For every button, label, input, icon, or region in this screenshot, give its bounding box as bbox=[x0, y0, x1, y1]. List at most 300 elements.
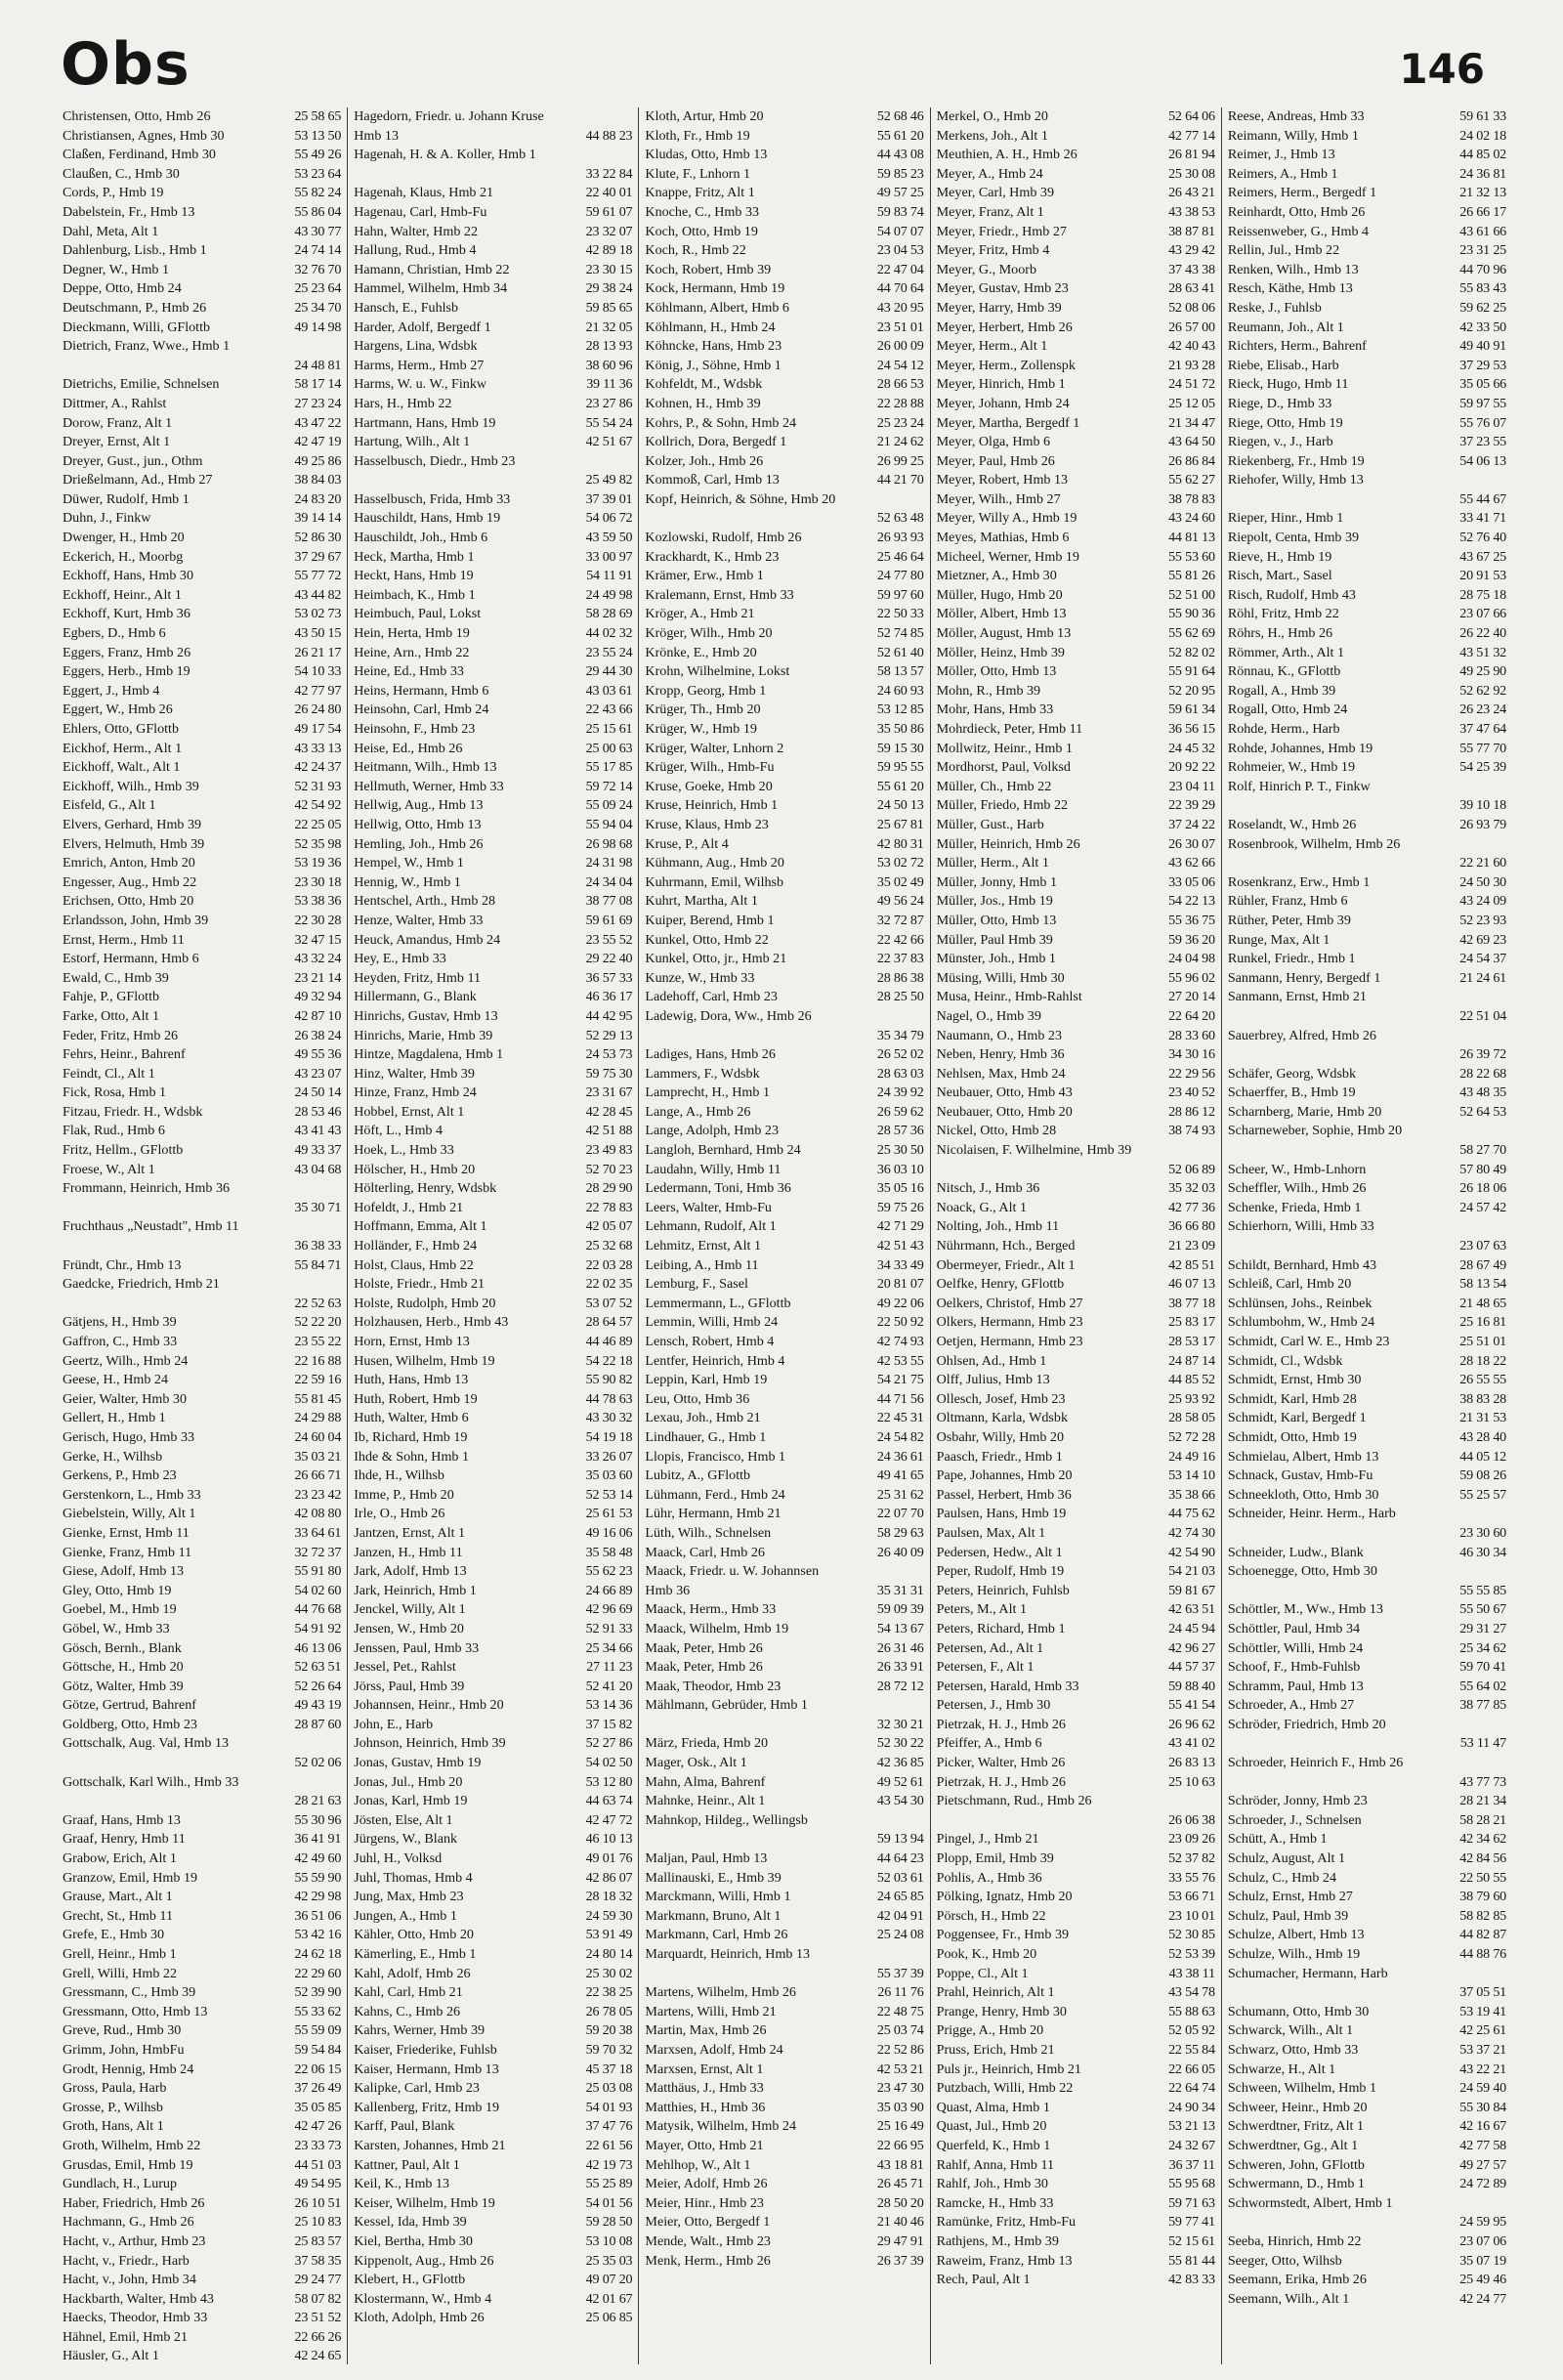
entry-phone: 44 88 76 bbox=[1459, 1946, 1507, 1962]
entry-name: Schmidt, Carl W. E., Hmb 23 bbox=[1227, 1334, 1390, 1349]
directory-entry bbox=[354, 816, 632, 835]
entry-phone: 59 95 55 bbox=[876, 759, 924, 776]
entry-name: Eckhoff, Heinr., Alt 1 bbox=[63, 586, 182, 603]
entry-name: Elvers, Helmuth, Hmb 39 bbox=[63, 835, 205, 852]
directory-entry bbox=[63, 1141, 341, 1161]
entry-name: Plopp, Emil, Hmb 39 bbox=[936, 1850, 1054, 1867]
directory-entry bbox=[645, 2137, 923, 2156]
entry-name: Kollrich, Dora, Bergedf 1 bbox=[645, 434, 787, 450]
entry-name: Maljan, Paul, Hmb 13 bbox=[645, 1850, 768, 1867]
directory-entry bbox=[1228, 1505, 1506, 1524]
directory-entry bbox=[645, 471, 923, 490]
directory-entry bbox=[354, 796, 632, 816]
directory-entry bbox=[1228, 452, 1506, 472]
entry-phone: 55 55 85 bbox=[1459, 1582, 1507, 1598]
entry-name: Goldberg, Otto, Hmb 23 bbox=[63, 1716, 197, 1732]
entry-name: Markmann, Bruno, Alt 1 bbox=[645, 1907, 782, 1924]
directory-entry bbox=[937, 471, 1215, 490]
entry-name: Farke, Otto, Alt 1 bbox=[63, 1007, 160, 1024]
directory-entry bbox=[1228, 1696, 1506, 1716]
entry-name: Pedersen, Hedw., Alt 1 bbox=[936, 1544, 1063, 1560]
entry-name: Meyer, Friedr., Hmb 27 bbox=[936, 223, 1067, 239]
directory-entry bbox=[1228, 2213, 1506, 2232]
entry-name: Matthies, H., Hmb 36 bbox=[645, 2099, 766, 2115]
entry-phone: 22 64 20 bbox=[1168, 1007, 1215, 1024]
directory-entry bbox=[63, 1313, 341, 1333]
entry-phone: 23 30 60 bbox=[1459, 1524, 1507, 1541]
directory-entry bbox=[1228, 2194, 1506, 2214]
entry-name: Harms, W. u. W., Finkw bbox=[354, 376, 487, 393]
directory-entry bbox=[937, 1409, 1215, 1428]
entry-phone: 52 02 06 bbox=[294, 1755, 342, 1771]
entry-name: Dreyer, Ernst, Alt 1 bbox=[63, 434, 171, 450]
entry-name: Hammel, Wilhelm, Hmb 34 bbox=[354, 280, 508, 297]
entry-phone: 43 44 82 bbox=[294, 586, 342, 603]
entry-name: Schroeder, Heinrich F., Hmb 26 bbox=[1227, 1755, 1404, 1771]
entry-phone: 25 23 64 bbox=[294, 280, 342, 297]
directory-entry bbox=[645, 1313, 923, 1333]
directory-entry bbox=[1228, 816, 1506, 835]
directory-entry bbox=[63, 1275, 341, 1295]
directory-entry bbox=[645, 375, 923, 395]
entry-phone: 55 64 02 bbox=[1459, 1678, 1507, 1694]
entry-phone: 22 25 05 bbox=[294, 816, 342, 832]
directory-entry bbox=[645, 1754, 923, 1773]
entry-phone: 25 49 82 bbox=[585, 472, 633, 489]
entry-name: Gaffron, C., Hmb 33 bbox=[63, 1334, 178, 1349]
directory-entry bbox=[63, 107, 341, 127]
directory-entry bbox=[645, 2061, 923, 2080]
entry-name: Jonas, Jul., Hmb 20 bbox=[354, 1773, 463, 1790]
directory-entry bbox=[645, 1678, 923, 1697]
entry-phone: 58 28 69 bbox=[585, 606, 633, 622]
entry-phone: 49 32 94 bbox=[294, 989, 342, 1005]
entry-phone: 21 32 13 bbox=[1459, 185, 1507, 201]
entry-name: Düwer, Rudolf, Hmb 1 bbox=[63, 490, 190, 507]
entry-phone: 26 45 71 bbox=[876, 2176, 924, 2192]
entry-name: Lange, A., Hmb 26 bbox=[645, 1103, 751, 1120]
directory-entry bbox=[1228, 1371, 1506, 1390]
entry-phone: 26 93 93 bbox=[876, 530, 924, 546]
entry-phone: 55 81 45 bbox=[294, 1390, 342, 1407]
directory-entry bbox=[1228, 988, 1506, 1007]
directory-entry bbox=[645, 1045, 923, 1065]
entry-phone: 36 03 10 bbox=[876, 1161, 924, 1177]
entry-name: Pruss, Erich, Hmb 21 bbox=[936, 2041, 1055, 2058]
directory-entry bbox=[645, 740, 923, 759]
entry-phone: 23 40 52 bbox=[1168, 1084, 1215, 1101]
entry-phone: 27 11 23 bbox=[586, 1659, 633, 1676]
entry-phone: 52 86 30 bbox=[294, 530, 342, 546]
entry-name: Scharneweber, Sophie, Hmb 20 bbox=[1227, 1123, 1403, 1139]
directory-entry bbox=[937, 1811, 1215, 1831]
entry-phone: 28 25 50 bbox=[876, 989, 924, 1005]
directory-entry bbox=[1228, 1965, 1506, 1984]
directory-entry bbox=[1228, 299, 1506, 319]
entry-phone: 22 07 70 bbox=[876, 1506, 924, 1522]
directory-entry bbox=[937, 931, 1215, 951]
entry-name: Schöttler, Paul, Hmb 34 bbox=[1227, 1620, 1361, 1636]
directory-entry bbox=[937, 605, 1215, 624]
entry-name: Göbel, W., Hmb 33 bbox=[63, 1620, 170, 1636]
entry-name: Kock, Hermann, Hmb 19 bbox=[645, 280, 785, 297]
entry-name: Heyden, Fritz, Hmb 11 bbox=[354, 969, 482, 986]
entry-name: Müller, Jos., Hmb 19 bbox=[936, 893, 1053, 910]
entry-name: Rieper, Hinr., Hmb 1 bbox=[1227, 510, 1344, 527]
directory-entry bbox=[1228, 854, 1506, 873]
entry-name: Götze, Gertrud, Bahrenf bbox=[63, 1697, 196, 1714]
directory-entry bbox=[354, 2003, 632, 2022]
entry-phone: 21 48 65 bbox=[1459, 1295, 1507, 1311]
directory-entry bbox=[645, 1888, 923, 1907]
directory-entry bbox=[645, 1620, 923, 1639]
directory-entry bbox=[1228, 720, 1506, 740]
entry-name: Hasselbusch, Frida, Hmb 33 bbox=[354, 490, 511, 507]
directory-entry bbox=[63, 1792, 341, 1811]
entry-name: Leers, Walter, Hmb-Fu bbox=[645, 1199, 772, 1215]
entry-name: Horn, Ernst, Hmb 13 bbox=[354, 1334, 470, 1349]
entry-phone: 49 25 90 bbox=[1459, 663, 1507, 680]
entry-name: Kralemann, Ernst, Hmb 33 bbox=[645, 586, 794, 603]
entry-phone: 22 06 15 bbox=[294, 2061, 342, 2077]
entry-name: Kuhrmann, Emil, Wilhsb bbox=[645, 873, 784, 890]
entry-phone: 23 10 01 bbox=[1168, 1907, 1215, 1924]
entry-name: Hauschildt, Hans, Hmb 19 bbox=[354, 510, 501, 527]
directory-entry bbox=[1228, 892, 1506, 912]
directory-entry bbox=[354, 1103, 632, 1123]
entry-phone: 24 50 13 bbox=[876, 797, 924, 814]
directory-entry bbox=[937, 1333, 1215, 1352]
entry-name: Kohfeldt, M., Wdsbk bbox=[645, 376, 763, 393]
entry-phone: 24 36 61 bbox=[876, 1448, 924, 1465]
directory-entry bbox=[354, 567, 632, 586]
entry-name: Olff, Julius, Hmb 13 bbox=[936, 1372, 1050, 1388]
entry-phone: 44 82 87 bbox=[1459, 1927, 1507, 1943]
directory-entry bbox=[645, 223, 923, 242]
entry-phone: 38 87 81 bbox=[1168, 223, 1215, 239]
directory-entry bbox=[937, 1620, 1215, 1639]
entry-phone: 54 21 03 bbox=[1168, 1563, 1215, 1580]
entry-name: Oetjen, Hermann, Hmb 23 bbox=[936, 1334, 1083, 1349]
entry-name: Grodt, Hennig, Hmb 24 bbox=[63, 2061, 194, 2077]
entry-name: Gerkens, P., Hmb 23 bbox=[63, 1467, 177, 1484]
directory-entry bbox=[63, 1466, 341, 1486]
directory-entry bbox=[1228, 1792, 1506, 1811]
entry-name: Quast, Alma, Hmb 1 bbox=[936, 2099, 1050, 2115]
entry-phone: 42 53 55 bbox=[876, 1352, 924, 1369]
entry-name: Klebert, H., GFlottb bbox=[354, 2272, 466, 2288]
entry-name: Heinsohn, Carl, Hmb 24 bbox=[354, 701, 489, 718]
entry-phone: 53 37 21 bbox=[1459, 2041, 1507, 2058]
directory-entry bbox=[354, 1734, 632, 1754]
directory-entry bbox=[354, 165, 632, 185]
entry-phone: 23 21 14 bbox=[294, 969, 342, 986]
entry-phone: 36 38 33 bbox=[294, 1238, 342, 1254]
entry-name: Schween, Wilhelm, Hmb 1 bbox=[1227, 2080, 1377, 2097]
directory-entry bbox=[645, 165, 923, 185]
directory-entry bbox=[645, 414, 923, 434]
entry-phone: 23 30 15 bbox=[585, 261, 633, 277]
directory-entry bbox=[937, 2137, 1215, 2156]
entry-phone: 28 57 36 bbox=[876, 1123, 924, 1139]
directory-entry bbox=[63, 644, 341, 663]
entry-phone: 42 85 51 bbox=[1168, 1256, 1215, 1273]
directory-entry bbox=[1228, 1524, 1506, 1544]
entry-name: Prahl, Heinrich, Alt 1 bbox=[936, 1984, 1055, 2001]
directory-entry bbox=[645, 969, 923, 989]
directory-entry bbox=[1228, 1600, 1506, 1620]
directory-entry bbox=[354, 624, 632, 644]
directory-entry bbox=[63, 662, 341, 682]
entry-name: Hauschildt, Joh., Hmb 6 bbox=[354, 530, 488, 546]
directory-entry bbox=[937, 2079, 1215, 2099]
entry-phone: 52 62 92 bbox=[1459, 682, 1507, 699]
directory-entry bbox=[354, 778, 632, 797]
entry-name: Duhn, J., Finkw bbox=[63, 510, 151, 527]
entry-name: Meyer, Herm., Alt 1 bbox=[936, 338, 1048, 355]
entry-phone: 23 47 30 bbox=[876, 2080, 924, 2097]
entry-name: Peper, Rudolf, Hmb 19 bbox=[936, 1563, 1065, 1580]
directory-entry bbox=[645, 1409, 923, 1428]
entry-phone: 33 05 06 bbox=[1168, 873, 1215, 890]
directory-entry bbox=[937, 1045, 1215, 1065]
entry-name: Schweer, Heinr., Hmb 20 bbox=[1227, 2099, 1368, 2115]
directory-entry bbox=[937, 146, 1215, 165]
directory-entry bbox=[1228, 375, 1506, 395]
directory-entry bbox=[1228, 1161, 1506, 1180]
entry-name: Renken, Wilh., Hmb 13 bbox=[1227, 261, 1359, 277]
entry-phone: 24 34 04 bbox=[585, 873, 633, 890]
entry-phone: 53 38 36 bbox=[294, 893, 342, 910]
entry-name: Krüger, W., Hmb 19 bbox=[645, 721, 757, 737]
entry-phone: 52 70 23 bbox=[585, 1161, 633, 1177]
directory-entry bbox=[63, 2003, 341, 2022]
directory-entry bbox=[645, 1983, 923, 2003]
entry-name: Schaerffer, B., Hmb 19 bbox=[1227, 1084, 1356, 1101]
entry-phone: 26 33 91 bbox=[876, 1659, 924, 1676]
entry-name: Hennig, W., Hmb 1 bbox=[354, 873, 461, 890]
entry-phone: 21 24 61 bbox=[1459, 969, 1507, 986]
directory-entry bbox=[1228, 2061, 1506, 2080]
entry-phone: 28 86 12 bbox=[1168, 1103, 1215, 1120]
directory-entry bbox=[354, 2156, 632, 2176]
entry-name: Fründt, Chr., Hmb 13 bbox=[63, 1256, 182, 1273]
entry-name: Müller, Hugo, Hmb 20 bbox=[936, 586, 1063, 603]
entry-name: Meier, Adolf, Hmb 26 bbox=[645, 2176, 768, 2192]
entry-name: Juhl, Thomas, Hmb 4 bbox=[354, 1869, 473, 1886]
entry-phone: 59 75 26 bbox=[876, 1199, 924, 1215]
entry-name: Mager, Osk., Alt 1 bbox=[645, 1755, 747, 1771]
entry-name: Llopis, Francisco, Hmb 1 bbox=[645, 1448, 786, 1465]
directory-entry bbox=[645, 912, 923, 931]
entry-phone: 26 78 05 bbox=[585, 2003, 633, 2019]
entry-phone: 35 02 49 bbox=[876, 873, 924, 890]
entry-phone: 21 32 05 bbox=[585, 319, 633, 335]
entry-name: Peters, Richard, Hmb 1 bbox=[936, 1620, 1066, 1636]
entry-name: Leppin, Karl, Hmb 19 bbox=[645, 1372, 768, 1388]
directory-entry bbox=[354, 509, 632, 529]
entry-name: Hellwig, Otto, Hmb 13 bbox=[354, 816, 482, 832]
entry-phone: 38 77 85 bbox=[1459, 1697, 1507, 1714]
directory-entry bbox=[645, 1716, 923, 1735]
entry-phone: 44 51 03 bbox=[294, 2156, 342, 2173]
entry-phone: 32 47 15 bbox=[294, 931, 342, 948]
entry-name: Nickel, Otto, Hmb 28 bbox=[936, 1123, 1057, 1139]
entry-name: Jösten, Else, Alt 1 bbox=[354, 1811, 453, 1828]
entry-name: Eggert, W., Hmb 26 bbox=[63, 701, 173, 718]
entry-name: Pook, K., Hmb 20 bbox=[936, 1946, 1037, 1962]
entry-phone: 58 29 63 bbox=[876, 1524, 924, 1541]
directory-entry bbox=[1228, 1045, 1506, 1065]
entry-name: Pietschmann, Rud., Hmb 26 bbox=[936, 1793, 1092, 1809]
entry-name: Müller, Jonny, Hmb 1 bbox=[936, 873, 1058, 890]
entry-name: Grecht, St., Hmb 11 bbox=[63, 1907, 173, 1924]
entry-name: Kahns, C., Hmb 26 bbox=[354, 2003, 461, 2019]
entry-phone: 24 54 37 bbox=[1459, 951, 1507, 967]
directory-entry bbox=[937, 1466, 1215, 1486]
entry-name: Kallenberg, Fritz, Hmb 19 bbox=[354, 2099, 500, 2115]
entry-name: Römmer, Arth., Alt 1 bbox=[1227, 644, 1345, 660]
directory-entry bbox=[937, 299, 1215, 319]
directory-entry bbox=[645, 1352, 923, 1372]
directory-entry bbox=[354, 1811, 632, 1831]
directory-entry bbox=[1228, 2079, 1506, 2099]
directory-entry bbox=[63, 1161, 341, 1180]
directory-entry bbox=[354, 1716, 632, 1735]
entry-phone: 52 76 40 bbox=[1459, 530, 1507, 546]
entry-name: Müller, Friedo, Hmb 22 bbox=[936, 797, 1069, 814]
entry-phone: 37 24 22 bbox=[1168, 816, 1215, 832]
entry-name: Merkel, O., Hmb 20 bbox=[936, 108, 1048, 124]
entry-name: Müller, Paul Hmb 39 bbox=[936, 931, 1053, 948]
directory-entry bbox=[354, 1371, 632, 1390]
entry-phone: 21 23 09 bbox=[1168, 1238, 1215, 1254]
entry-name: Dahl, Meta, Alt 1 bbox=[63, 223, 159, 239]
directory-entry bbox=[354, 375, 632, 395]
entry-phone: 55 82 24 bbox=[294, 185, 342, 201]
entry-name: Sanmann, Ernst, Hmb 21 bbox=[1227, 989, 1367, 1005]
directory-entry bbox=[937, 1065, 1215, 1084]
entry-phone: 20 91 53 bbox=[1459, 568, 1507, 584]
entry-name: Riehofer, Willy, Hmb 13 bbox=[1227, 472, 1364, 489]
entry-phone: 42 74 30 bbox=[1168, 1524, 1215, 1541]
directory-entry bbox=[937, 1716, 1215, 1735]
entry-name: Dorow, Franz, Alt 1 bbox=[63, 414, 173, 431]
directory-entry bbox=[354, 2213, 632, 2232]
directory-entry bbox=[645, 1237, 923, 1256]
entry-name: Riege, D., Hmb 33 bbox=[1227, 395, 1332, 411]
entry-phone: 43 23 07 bbox=[294, 1065, 342, 1082]
directory-entry bbox=[937, 1773, 1215, 1793]
entry-phone: 23 32 07 bbox=[585, 223, 633, 239]
entry-name: Merkens, Joh., Alt 1 bbox=[936, 127, 1048, 144]
directory-entry bbox=[354, 337, 632, 357]
entry-phone: 52 23 93 bbox=[1459, 912, 1507, 928]
entry-phone: 42 74 93 bbox=[876, 1334, 924, 1349]
entry-phone: 58 07 82 bbox=[294, 2290, 342, 2307]
directory-entry bbox=[937, 223, 1215, 242]
entry-name: Schwerdtner, Gg., Alt 1 bbox=[1227, 2137, 1359, 2153]
directory-entry bbox=[63, 414, 341, 434]
directory-entry bbox=[937, 1544, 1215, 1563]
entry-phone: 26 11 76 bbox=[877, 1984, 924, 2001]
directory-entry bbox=[1228, 567, 1506, 586]
directory-entry bbox=[63, 1122, 341, 1141]
entry-name: Riegen, v., J., Harb bbox=[1227, 434, 1333, 450]
entry-phone: 52 37 82 bbox=[1168, 1850, 1215, 1867]
entry-name: Picker, Walter, Hmb 26 bbox=[936, 1755, 1066, 1771]
entry-phone: 29 31 27 bbox=[1459, 1620, 1507, 1636]
entry-phone: 54 01 93 bbox=[585, 2099, 633, 2115]
directory-entry bbox=[645, 1945, 923, 1965]
entry-name: Jensen, W., Hmb 20 bbox=[354, 1620, 464, 1636]
entry-phone: 52 63 48 bbox=[876, 510, 924, 527]
entry-phone: 59 70 41 bbox=[1459, 1659, 1507, 1676]
entry-name: Hein, Herta, Hmb 19 bbox=[354, 625, 470, 642]
entry-name: Maack, Herm., Hmb 33 bbox=[645, 1601, 777, 1618]
directory-entry bbox=[354, 1448, 632, 1467]
directory-entry bbox=[1228, 624, 1506, 644]
directory-entry bbox=[354, 701, 632, 720]
entry-phone: 25 34 66 bbox=[585, 1639, 633, 1656]
entry-phone: 52 74 85 bbox=[876, 625, 924, 642]
entry-phone: 44 46 89 bbox=[585, 1334, 633, 1349]
entry-phone: 55 95 68 bbox=[1168, 2176, 1215, 2192]
directory-entry bbox=[937, 1295, 1215, 1314]
entry-name: Obermeyer, Friedr., Alt 1 bbox=[936, 1256, 1076, 1273]
directory-entry bbox=[1228, 1907, 1506, 1927]
entry-name: Mahnkop, Hildeg., Wellingsb bbox=[645, 1811, 808, 1828]
entry-name: Holste, Friedr., Hmb 21 bbox=[354, 1276, 486, 1293]
directory-entry bbox=[1228, 1486, 1506, 1506]
entry-name: Holst, Claus, Hmb 22 bbox=[354, 1256, 474, 1273]
entry-name: Kattner, Paul, Alt 1 bbox=[354, 2156, 460, 2173]
entry-name: Krüger, Th., Hmb 20 bbox=[645, 701, 761, 718]
directory-entry bbox=[63, 2175, 341, 2194]
entry-phone: 53 19 36 bbox=[294, 855, 342, 871]
directory-entry bbox=[1228, 1122, 1506, 1141]
directory-entry bbox=[1228, 107, 1506, 127]
entry-phone: 42 47 19 bbox=[294, 434, 342, 450]
directory-entry bbox=[937, 1734, 1215, 1754]
entry-phone: 25 58 65 bbox=[294, 108, 342, 124]
directory-entry bbox=[645, 2041, 923, 2061]
entry-name: Köhlmann, H., Hmb 24 bbox=[645, 319, 776, 335]
directory-entry bbox=[937, 1869, 1215, 1889]
entry-phone: 55 61 20 bbox=[876, 127, 924, 144]
entry-name: Jürgens, W., Blank bbox=[354, 1831, 458, 1848]
entry-name: Heine, Arn., Hmb 22 bbox=[354, 644, 470, 660]
entry-phone: 33 64 61 bbox=[294, 1524, 342, 1541]
directory-entry bbox=[354, 1390, 632, 1410]
entry-name: Hemling, Joh., Hmb 26 bbox=[354, 835, 484, 852]
entry-phone: 49 07 20 bbox=[585, 2272, 633, 2288]
entry-phone: 24 50 14 bbox=[294, 1084, 342, 1101]
directory-entry bbox=[1228, 662, 1506, 682]
entry-name: Gösch, Bernh., Blank bbox=[63, 1639, 182, 1656]
entry-phone: 52 41 20 bbox=[585, 1678, 633, 1694]
directory-entry bbox=[1228, 1582, 1506, 1601]
directory-entry bbox=[645, 1907, 923, 1927]
entry-phone: 59 62 25 bbox=[1459, 299, 1507, 316]
entry-phone: 49 17 54 bbox=[294, 721, 342, 737]
entry-phone: 25 34 62 bbox=[1459, 1639, 1507, 1656]
entry-name: Poggensee, Fr., Hmb 39 bbox=[936, 1927, 1070, 1943]
entry-name: Claßen, Ferdinand, Hmb 30 bbox=[63, 147, 216, 163]
entry-phone: 23 23 42 bbox=[294, 1486, 342, 1503]
directory-entry bbox=[645, 2099, 923, 2118]
entry-name: Paulsen, Hans, Hmb 19 bbox=[936, 1506, 1067, 1522]
